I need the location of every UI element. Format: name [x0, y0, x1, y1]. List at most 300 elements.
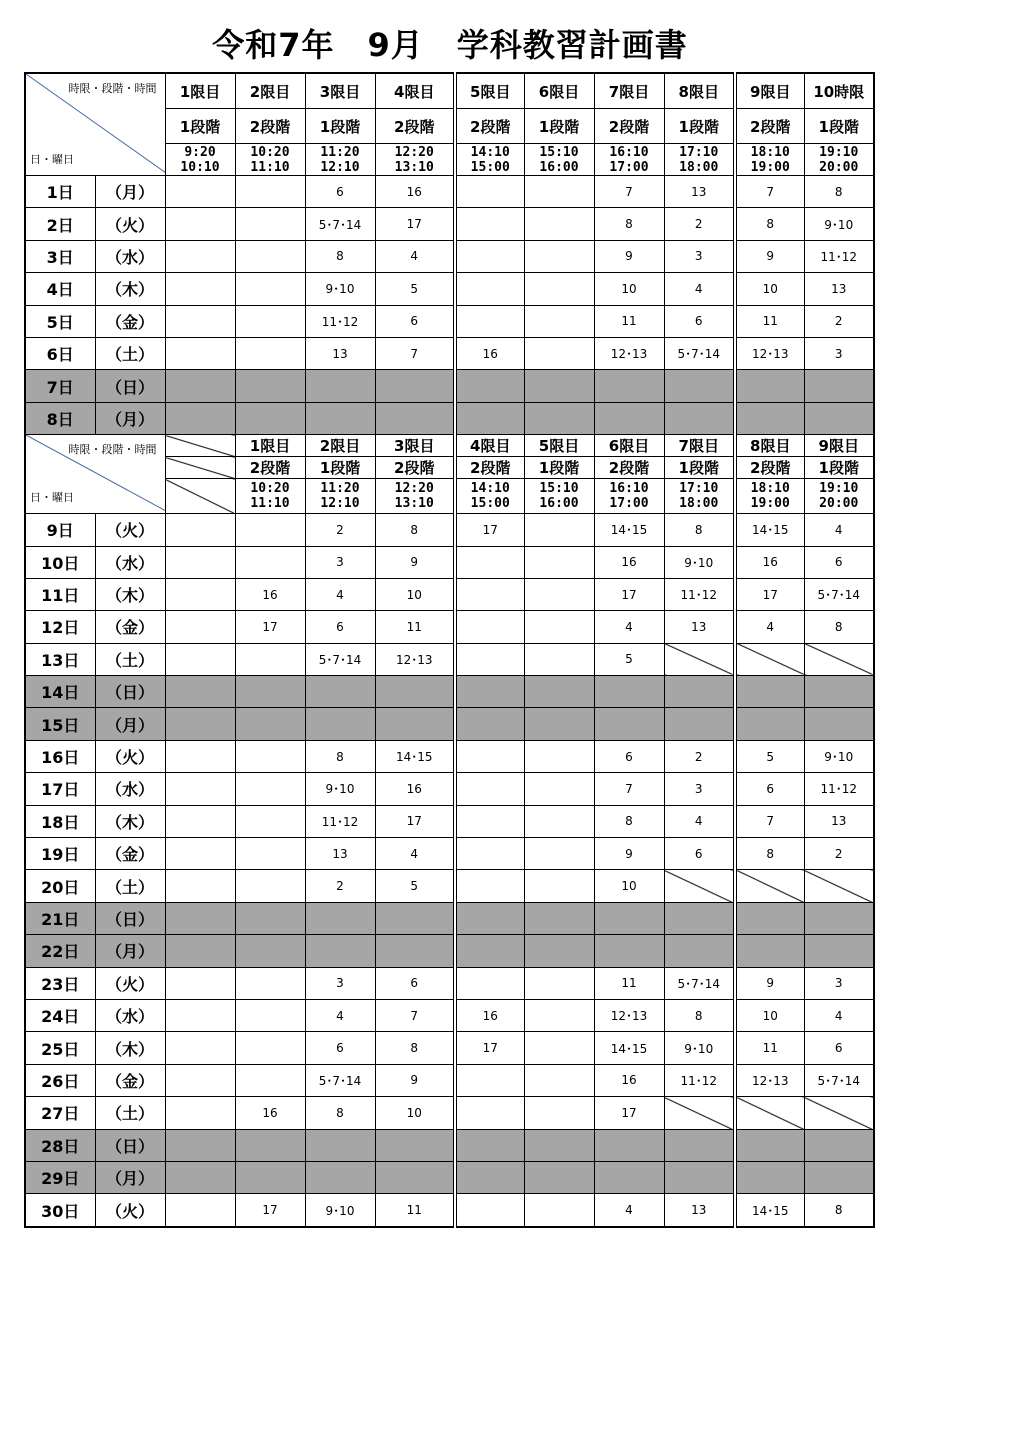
lesson-cell [165, 578, 235, 610]
header-row-periods [25, 73, 874, 109]
lesson-cell: 12･13 [594, 999, 664, 1031]
lesson-cell: 17 [735, 578, 804, 610]
lesson-cell [735, 902, 804, 934]
lesson-cell [804, 935, 874, 967]
lesson-cell [735, 402, 804, 434]
lesson-cell: 6 [375, 967, 455, 999]
time-end: 13:10 [394, 496, 434, 512]
stage-label: 2段階 [594, 109, 664, 144]
lesson-cell: 14･15 [594, 514, 664, 546]
lesson-cell [524, 305, 594, 337]
weekday-label: （木） [95, 805, 165, 837]
lesson-cell [735, 935, 804, 967]
lesson-cell [664, 1161, 735, 1193]
lesson-cell [664, 1097, 735, 1129]
day-label: 2日 [25, 208, 95, 240]
day-label: 21日 [25, 902, 95, 934]
lesson-cell: 5･7･14 [305, 643, 375, 675]
lesson-cell: 10 [735, 999, 804, 1031]
lesson-cell: 17 [235, 1194, 305, 1227]
weekday-label: （火） [95, 967, 165, 999]
header-corner [25, 435, 165, 514]
stage-label: 1段階 [804, 109, 874, 144]
weekday-label: （火） [95, 740, 165, 772]
lesson-cell [524, 935, 594, 967]
period-label: 8限目 [735, 435, 804, 457]
lesson-cell: 9･10 [305, 273, 375, 305]
lesson-cell [455, 870, 524, 902]
lesson-cell: 4 [305, 999, 375, 1031]
stage-label: 1段階 [305, 109, 375, 144]
lesson-cell: 6 [305, 176, 375, 208]
time-end: 17:00 [609, 496, 649, 512]
lesson-cell: 10 [735, 273, 804, 305]
lesson-cell: 13 [664, 611, 735, 643]
time-start: 18:10 [750, 481, 790, 497]
weekday-label: （金） [95, 838, 165, 870]
time-end: 20:00 [819, 496, 859, 512]
lesson-cell: 9 [735, 967, 804, 999]
time-end: 10:10 [180, 159, 220, 175]
lesson-cell: 11･12 [664, 578, 735, 610]
period-label: 7限目 [594, 73, 664, 109]
lesson-cell: 5･7･14 [305, 1064, 375, 1096]
lesson-cell [235, 967, 305, 999]
time-end: 19:00 [750, 159, 790, 175]
corner-bottom-label: 日・曜日 [30, 491, 74, 505]
lesson-cell [524, 402, 594, 434]
lesson-cell: 7 [375, 999, 455, 1031]
lesson-cell: 16 [455, 999, 524, 1031]
day-label: 3日 [25, 240, 95, 272]
lesson-cell: 17 [375, 805, 455, 837]
lesson-cell [455, 208, 524, 240]
lesson-cell: 5･7･14 [804, 578, 874, 610]
day-row [25, 305, 874, 337]
period-label: 6限目 [594, 435, 664, 457]
corner-top-label: 時限・段階・時間 [68, 443, 157, 457]
period-label: 5限目 [455, 73, 524, 109]
lesson-cell [455, 1064, 524, 1096]
lesson-cell: 8 [305, 1097, 375, 1129]
lesson-cell [455, 273, 524, 305]
time-start: 14:10 [470, 144, 510, 160]
day-row [25, 240, 874, 272]
weekday-label: （土） [95, 337, 165, 369]
lesson-cell [524, 337, 594, 369]
time-start: 19:10 [819, 481, 859, 497]
time-start: 15:10 [539, 144, 579, 160]
lesson-cell [594, 902, 664, 934]
period-label: 6限目 [524, 73, 594, 109]
lesson-cell [735, 1161, 804, 1193]
day-row [25, 740, 874, 772]
lesson-cell [375, 1129, 455, 1161]
lesson-cell [735, 1097, 804, 1129]
lesson-cell [165, 902, 235, 934]
lesson-cell [594, 370, 664, 402]
lesson-cell [804, 676, 874, 708]
stage-label: 2段階 [375, 457, 455, 479]
lesson-cell [235, 1161, 305, 1193]
day-row [25, 370, 874, 402]
time-start: 10:20 [250, 144, 290, 160]
lesson-cell [375, 935, 455, 967]
weekday-label: （火） [95, 514, 165, 546]
stage-label: 2段階 [594, 457, 664, 479]
lesson-cell [594, 935, 664, 967]
day-label: 22日 [25, 935, 95, 967]
lesson-cell [165, 1161, 235, 1193]
day-label: 6日 [25, 337, 95, 369]
lesson-cell [524, 514, 594, 546]
lesson-cell [235, 740, 305, 772]
lesson-cell [235, 838, 305, 870]
lesson-cell: 4 [735, 611, 804, 643]
lesson-cell [524, 676, 594, 708]
lesson-cell [165, 240, 235, 272]
lesson-cell: 5 [375, 870, 455, 902]
lesson-cell [524, 740, 594, 772]
lesson-cell [804, 370, 874, 402]
lesson-cell [455, 708, 524, 740]
time-range [594, 479, 664, 514]
lesson-cell: 14･15 [735, 514, 804, 546]
lesson-cell [235, 902, 305, 934]
time-range [735, 144, 804, 176]
lesson-cell [524, 838, 594, 870]
lesson-cell [735, 370, 804, 402]
lesson-cell [375, 708, 455, 740]
lesson-cell [455, 546, 524, 578]
time-start: 16:10 [609, 481, 649, 497]
day-label: 7日 [25, 370, 95, 402]
lesson-cell [165, 967, 235, 999]
lesson-cell: 2 [664, 740, 735, 772]
weekday-label: （土） [95, 1097, 165, 1129]
lesson-cell: 14･15 [594, 1032, 664, 1064]
lesson-cell: 9･10 [664, 546, 735, 578]
period-label: 9限目 [804, 435, 874, 457]
weekday-label: （日） [95, 902, 165, 934]
period-label: 2限目 [305, 435, 375, 457]
page-title: 令和7年 9月 学科教習計画書 [212, 26, 688, 64]
weekday-label: （水） [95, 240, 165, 272]
lesson-cell [804, 708, 874, 740]
lesson-cell [305, 1161, 375, 1193]
weekday-label: （月） [95, 708, 165, 740]
blank-header-cell [165, 479, 235, 514]
time-start: 11:20 [320, 481, 360, 497]
time-end: 18:00 [679, 159, 719, 175]
day-label: 29日 [25, 1161, 95, 1193]
time-range [165, 144, 235, 176]
lesson-cell [235, 305, 305, 337]
lesson-cell: 2 [804, 838, 874, 870]
lesson-cell [455, 838, 524, 870]
weekday-label: （月） [95, 1161, 165, 1193]
lesson-cell: 11･12 [305, 805, 375, 837]
time-end: 20:00 [819, 159, 859, 175]
lesson-cell: 9 [375, 1064, 455, 1096]
time-start: 17:10 [679, 144, 719, 160]
stage-label: 1段階 [524, 457, 594, 479]
corner-top-label: 時限・段階・時間 [68, 82, 157, 95]
lesson-cell [455, 773, 524, 805]
period-label: 9限目 [735, 73, 804, 109]
stage-label: 2段階 [735, 109, 804, 144]
stage-label: 2段階 [235, 457, 305, 479]
day-label: 30日 [25, 1194, 95, 1227]
lesson-cell: 2 [305, 870, 375, 902]
lesson-cell [235, 643, 305, 675]
time-end: 16:00 [539, 496, 579, 512]
weekday-label: （水） [95, 773, 165, 805]
lesson-cell: 5･7･14 [305, 208, 375, 240]
day-label: 23日 [25, 967, 95, 999]
lesson-cell: 4 [305, 578, 375, 610]
lesson-cell: 12･13 [375, 643, 455, 675]
day-row [25, 176, 874, 208]
day-label: 16日 [25, 740, 95, 772]
lesson-cell: 8 [664, 514, 735, 546]
lesson-cell [165, 402, 235, 434]
lesson-cell [594, 708, 664, 740]
header-corner [25, 73, 165, 176]
lesson-cell [664, 708, 735, 740]
lesson-cell [375, 676, 455, 708]
day-label: 12日 [25, 611, 95, 643]
lesson-cell [524, 176, 594, 208]
lesson-cell: 6 [804, 1032, 874, 1064]
weekday-label: （日） [95, 1129, 165, 1161]
lesson-cell: 12･13 [735, 337, 804, 369]
lesson-cell: 8 [664, 999, 735, 1031]
stage-label: 1段階 [305, 457, 375, 479]
lesson-cell [165, 1032, 235, 1064]
time-end: 11:10 [250, 496, 290, 512]
lesson-cell [165, 999, 235, 1031]
lesson-cell [165, 370, 235, 402]
lesson-cell [375, 902, 455, 934]
lesson-cell: 11･12 [664, 1064, 735, 1096]
lesson-cell: 9 [735, 240, 804, 272]
lesson-cell [804, 870, 874, 902]
lesson-cell: 10 [375, 1097, 455, 1129]
lesson-cell [375, 402, 455, 434]
lesson-cell: 6 [735, 773, 804, 805]
lesson-cell: 9･10 [664, 1032, 735, 1064]
lesson-cell [524, 1161, 594, 1193]
lesson-cell: 4 [804, 999, 874, 1031]
lesson-cell [165, 773, 235, 805]
lesson-cell [524, 546, 594, 578]
lesson-cell [455, 402, 524, 434]
day-label: 15日 [25, 708, 95, 740]
day-label: 11日 [25, 578, 95, 610]
lesson-cell [524, 773, 594, 805]
day-label: 13日 [25, 643, 95, 675]
blank-header-cell [165, 435, 235, 457]
lesson-cell [165, 208, 235, 240]
day-label: 9日 [25, 514, 95, 546]
lesson-cell [804, 643, 874, 675]
day-label: 10日 [25, 546, 95, 578]
lesson-cell: 17 [594, 578, 664, 610]
lesson-cell [664, 1129, 735, 1161]
lesson-cell [455, 370, 524, 402]
day-label: 17日 [25, 773, 95, 805]
lesson-cell [235, 514, 305, 546]
time-start: 17:10 [679, 481, 719, 497]
lesson-cell [165, 676, 235, 708]
lesson-cell: 6 [305, 1032, 375, 1064]
lesson-cell [524, 1064, 594, 1096]
lesson-cell [664, 935, 735, 967]
lesson-cell: 13 [804, 805, 874, 837]
time-end: 15:00 [470, 496, 510, 512]
lesson-cell [455, 967, 524, 999]
lesson-cell [305, 708, 375, 740]
lesson-cell: 14･15 [735, 1194, 804, 1227]
lesson-cell [804, 1129, 874, 1161]
time-range [664, 144, 735, 176]
lesson-cell: 8 [375, 1032, 455, 1064]
lesson-cell: 7 [594, 176, 664, 208]
lesson-cell: 13 [305, 337, 375, 369]
lesson-cell: 13 [664, 1194, 735, 1227]
lesson-cell [524, 578, 594, 610]
lesson-cell [375, 1161, 455, 1193]
lesson-cell: 5 [594, 643, 664, 675]
lesson-cell: 6 [804, 546, 874, 578]
lesson-cell: 16 [594, 1064, 664, 1096]
lesson-cell: 12･13 [594, 337, 664, 369]
stage-label: 1段階 [664, 457, 735, 479]
time-start: 14:10 [470, 481, 510, 497]
lesson-cell [165, 740, 235, 772]
lesson-cell [664, 402, 735, 434]
day-label: 19日 [25, 838, 95, 870]
day-row [25, 999, 874, 1031]
lesson-cell: 4 [594, 1194, 664, 1227]
time-range [455, 479, 524, 514]
day-row [25, 1032, 874, 1064]
time-range [804, 479, 874, 514]
schedule-table [24, 72, 875, 1228]
time-range [305, 479, 375, 514]
stage-label: 1段階 [804, 457, 874, 479]
lesson-cell [524, 870, 594, 902]
lesson-cell [735, 870, 804, 902]
lesson-cell: 16 [235, 1097, 305, 1129]
day-label: 4日 [25, 273, 95, 305]
day-label: 28日 [25, 1129, 95, 1161]
time-range [375, 479, 455, 514]
lesson-cell: 17 [235, 611, 305, 643]
lesson-cell: 11 [375, 1194, 455, 1227]
lesson-cell [235, 676, 305, 708]
lesson-cell [455, 643, 524, 675]
time-range [735, 479, 804, 514]
period-label: 1限目 [235, 435, 305, 457]
period-label: 1限目 [165, 73, 235, 109]
lesson-cell [165, 1129, 235, 1161]
lesson-cell: 3 [664, 240, 735, 272]
lesson-cell [524, 967, 594, 999]
weekday-label: （金） [95, 611, 165, 643]
lesson-cell [594, 1129, 664, 1161]
lesson-cell: 8 [735, 838, 804, 870]
time-end: 18:00 [679, 496, 719, 512]
day-row [25, 546, 874, 578]
period-label: 4限目 [375, 73, 455, 109]
lesson-cell [165, 935, 235, 967]
lesson-cell: 11 [594, 305, 664, 337]
lesson-cell [524, 643, 594, 675]
weekday-label: （木） [95, 578, 165, 610]
lesson-cell: 4 [375, 838, 455, 870]
lesson-cell: 11 [735, 305, 804, 337]
weekday-label: （土） [95, 870, 165, 902]
lesson-cell: 11 [375, 611, 455, 643]
lesson-cell [524, 902, 594, 934]
lesson-cell: 8 [305, 740, 375, 772]
lesson-cell [235, 240, 305, 272]
time-start: 10:20 [250, 481, 290, 497]
lesson-cell [455, 740, 524, 772]
lesson-cell [594, 402, 664, 434]
lesson-cell [165, 514, 235, 546]
lesson-cell [235, 208, 305, 240]
lesson-cell: 5 [375, 273, 455, 305]
lesson-cell: 8 [735, 208, 804, 240]
lesson-cell [455, 805, 524, 837]
lesson-cell [235, 870, 305, 902]
lesson-cell: 16 [594, 546, 664, 578]
time-end: 15:00 [470, 159, 510, 175]
lesson-cell [455, 1097, 524, 1129]
lesson-cell [664, 370, 735, 402]
lesson-cell [735, 676, 804, 708]
lesson-cell: 6 [664, 305, 735, 337]
lesson-cell: 10 [594, 870, 664, 902]
lesson-cell [305, 676, 375, 708]
lesson-cell: 9 [594, 240, 664, 272]
period-label: 3限目 [305, 73, 375, 109]
day-row [25, 273, 874, 305]
lesson-cell [235, 370, 305, 402]
day-row [25, 578, 874, 610]
lesson-cell: 16 [375, 773, 455, 805]
lesson-cell: 9･10 [305, 773, 375, 805]
lesson-cell: 14･15 [375, 740, 455, 772]
lesson-cell [235, 176, 305, 208]
period-label: 2限目 [235, 73, 305, 109]
lesson-cell [305, 1129, 375, 1161]
day-row [25, 1064, 874, 1096]
lesson-cell: 2 [305, 514, 375, 546]
lesson-cell: 5･7･14 [664, 967, 735, 999]
stage-label: 2段階 [735, 457, 804, 479]
day-row [25, 708, 874, 740]
lesson-cell: 16 [375, 176, 455, 208]
lesson-cell [165, 708, 235, 740]
lesson-cell: 13 [804, 273, 874, 305]
lesson-cell: 16 [455, 337, 524, 369]
lesson-cell [455, 176, 524, 208]
weekday-label: （木） [95, 273, 165, 305]
